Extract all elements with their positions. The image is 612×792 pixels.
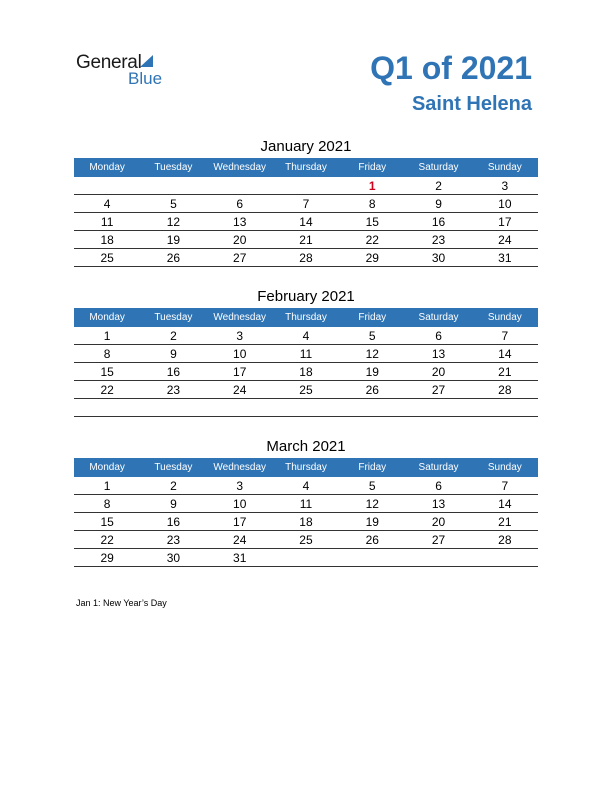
day-cell: 5 xyxy=(339,477,405,495)
day-cell: 10 xyxy=(207,345,273,363)
week-row xyxy=(74,213,538,231)
day-cell: 28 xyxy=(472,531,538,549)
day-cell: 18 xyxy=(74,231,140,249)
day-cell: 2 xyxy=(140,477,206,495)
day-cell: 14 xyxy=(472,495,538,513)
week-row xyxy=(74,363,538,381)
day-cell: 30 xyxy=(140,549,206,567)
brand-logo xyxy=(76,52,176,88)
weekday-header: Saturday xyxy=(405,158,471,177)
week-row xyxy=(74,495,538,513)
day-cell: 11 xyxy=(273,345,339,363)
day-cell: 7 xyxy=(273,195,339,213)
holiday-note: Jan 1: New Year’s Day xyxy=(76,598,167,608)
day-cell: 23 xyxy=(140,381,206,399)
day-cell xyxy=(472,549,538,567)
day-cell: 17 xyxy=(207,513,273,531)
day-cell: 9 xyxy=(140,345,206,363)
week-row xyxy=(74,177,538,195)
day-cell: 26 xyxy=(339,381,405,399)
day-cell: 27 xyxy=(405,381,471,399)
day-cell: 11 xyxy=(273,495,339,513)
calendar-table xyxy=(74,458,538,567)
day-cell: 18 xyxy=(273,513,339,531)
weekday-header: Monday xyxy=(74,158,140,177)
day-cell: 28 xyxy=(472,381,538,399)
day-cell: 3 xyxy=(472,177,538,195)
day-cell: 13 xyxy=(405,495,471,513)
day-cell: 2 xyxy=(405,177,471,195)
day-cell: 10 xyxy=(472,195,538,213)
day-cell: 11 xyxy=(74,213,140,231)
month-january xyxy=(74,136,538,267)
day-cell: 13 xyxy=(405,345,471,363)
day-cell: 15 xyxy=(74,363,140,381)
day-cell: 22 xyxy=(339,231,405,249)
day-cell: 25 xyxy=(273,381,339,399)
day-cell: 8 xyxy=(74,345,140,363)
day-cell: 2 xyxy=(140,327,206,345)
day-cell: 31 xyxy=(472,249,538,267)
week-row xyxy=(74,195,538,213)
day-cell xyxy=(140,399,206,417)
day-cell: 29 xyxy=(74,549,140,567)
weekday-header: Sunday xyxy=(472,458,538,477)
day-cell xyxy=(140,177,206,195)
day-cell: 6 xyxy=(405,477,471,495)
day-cell: 20 xyxy=(405,363,471,381)
month-march xyxy=(74,436,538,567)
week-row xyxy=(74,513,538,531)
day-cell: 21 xyxy=(472,513,538,531)
day-cell: 23 xyxy=(405,231,471,249)
weekday-header: Sunday xyxy=(472,158,538,177)
page-subtitle: Saint Helena xyxy=(411,93,532,115)
day-cell: 12 xyxy=(339,495,405,513)
weekday-header: Thursday xyxy=(273,308,339,327)
weekday-header: Tuesday xyxy=(140,308,206,327)
day-cell: 18 xyxy=(273,363,339,381)
day-cell xyxy=(74,177,140,195)
weekday-header: Tuesday xyxy=(140,158,206,177)
month-title: March 2021 xyxy=(266,438,346,455)
page-title: Q1 of 2021 xyxy=(370,50,532,86)
day-cell xyxy=(339,549,405,567)
week-row xyxy=(74,249,538,267)
day-cell xyxy=(207,177,273,195)
day-cell: 29 xyxy=(339,249,405,267)
day-cell: 30 xyxy=(405,249,471,267)
day-cell: 4 xyxy=(74,195,140,213)
day-cell: 8 xyxy=(339,195,405,213)
day-cell xyxy=(207,399,273,417)
weekday-header-row xyxy=(74,458,538,477)
day-cell: 31 xyxy=(207,549,273,567)
weekday-header-row xyxy=(74,158,538,177)
day-cell xyxy=(74,399,140,417)
day-cell: 4 xyxy=(273,327,339,345)
day-cell: 5 xyxy=(140,195,206,213)
day-cell: 16 xyxy=(140,513,206,531)
day-cell: 15 xyxy=(339,213,405,231)
day-cell: 23 xyxy=(140,531,206,549)
day-cell: 22 xyxy=(74,531,140,549)
day-cell: 17 xyxy=(207,363,273,381)
week-row xyxy=(74,327,538,345)
day-cell: 9 xyxy=(140,495,206,513)
day-cell: 26 xyxy=(140,249,206,267)
day-cell: 21 xyxy=(472,363,538,381)
weekday-header: Saturday xyxy=(405,458,471,477)
day-cell: 10 xyxy=(207,495,273,513)
day-cell: 6 xyxy=(207,195,273,213)
day-cell: 1 xyxy=(74,477,140,495)
day-cell: 21 xyxy=(273,231,339,249)
day-cell: 9 xyxy=(405,195,471,213)
weekday-header-row xyxy=(74,308,538,327)
day-cell xyxy=(273,549,339,567)
weekday-header: Friday xyxy=(339,458,405,477)
day-cell: 8 xyxy=(74,495,140,513)
day-cell: 27 xyxy=(207,249,273,267)
day-cell: 16 xyxy=(140,363,206,381)
week-row xyxy=(74,399,538,417)
logo-general-text: General xyxy=(76,52,142,73)
day-cell: 20 xyxy=(405,513,471,531)
day-cell xyxy=(472,399,538,417)
weekday-header: Sunday xyxy=(472,308,538,327)
day-cell: 20 xyxy=(207,231,273,249)
day-cell: 24 xyxy=(472,231,538,249)
day-cell xyxy=(405,549,471,567)
calendar-table xyxy=(74,308,538,417)
day-cell xyxy=(273,399,339,417)
day-cell: 14 xyxy=(273,213,339,231)
day-cell xyxy=(405,399,471,417)
day-cell: 12 xyxy=(140,213,206,231)
week-row xyxy=(74,477,538,495)
day-cell: 26 xyxy=(339,531,405,549)
day-cell: 5 xyxy=(339,327,405,345)
week-row xyxy=(74,381,538,399)
day-cell: 15 xyxy=(74,513,140,531)
day-cell: 16 xyxy=(405,213,471,231)
day-cell: 4 xyxy=(273,477,339,495)
month-february xyxy=(74,286,538,417)
day-cell: 28 xyxy=(273,249,339,267)
week-row xyxy=(74,531,538,549)
day-cell: 6 xyxy=(405,327,471,345)
day-cell: 13 xyxy=(207,213,273,231)
logo-triangle-icon xyxy=(138,54,154,68)
day-cell: 19 xyxy=(339,363,405,381)
weekday-header: Wednesday xyxy=(207,308,273,327)
week-row xyxy=(74,549,538,567)
day-cell: 27 xyxy=(405,531,471,549)
weekday-header: Monday xyxy=(74,458,140,477)
day-cell: 1 xyxy=(339,177,405,195)
weekday-header: Monday xyxy=(74,308,140,327)
day-cell: 3 xyxy=(207,477,273,495)
weekday-header: Friday xyxy=(339,158,405,177)
day-cell: 3 xyxy=(207,327,273,345)
day-cell: 22 xyxy=(74,381,140,399)
day-cell: 24 xyxy=(207,381,273,399)
month-title: February 2021 xyxy=(257,288,355,305)
day-cell: 12 xyxy=(339,345,405,363)
day-cell: 7 xyxy=(472,477,538,495)
weekday-header: Thursday xyxy=(273,458,339,477)
weekday-header: Wednesday xyxy=(207,158,273,177)
day-cell: 19 xyxy=(140,231,206,249)
weekday-header: Wednesday xyxy=(207,458,273,477)
month-title: January 2021 xyxy=(260,138,352,155)
day-cell: 24 xyxy=(207,531,273,549)
day-cell: 25 xyxy=(273,531,339,549)
day-cell xyxy=(273,177,339,195)
day-cell: 14 xyxy=(472,345,538,363)
day-cell: 25 xyxy=(74,249,140,267)
weekday-header: Friday xyxy=(339,308,405,327)
day-cell: 19 xyxy=(339,513,405,531)
day-cell xyxy=(339,399,405,417)
day-cell: 7 xyxy=(472,327,538,345)
weekday-header: Thursday xyxy=(273,158,339,177)
logo-blue-text: Blue xyxy=(128,69,163,88)
week-row xyxy=(74,231,538,249)
day-cell: 17 xyxy=(472,213,538,231)
weekday-header: Saturday xyxy=(405,308,471,327)
day-cell: 1 xyxy=(74,327,140,345)
weekday-header: Tuesday xyxy=(140,458,206,477)
calendar-table xyxy=(74,158,538,267)
week-row xyxy=(74,345,538,363)
